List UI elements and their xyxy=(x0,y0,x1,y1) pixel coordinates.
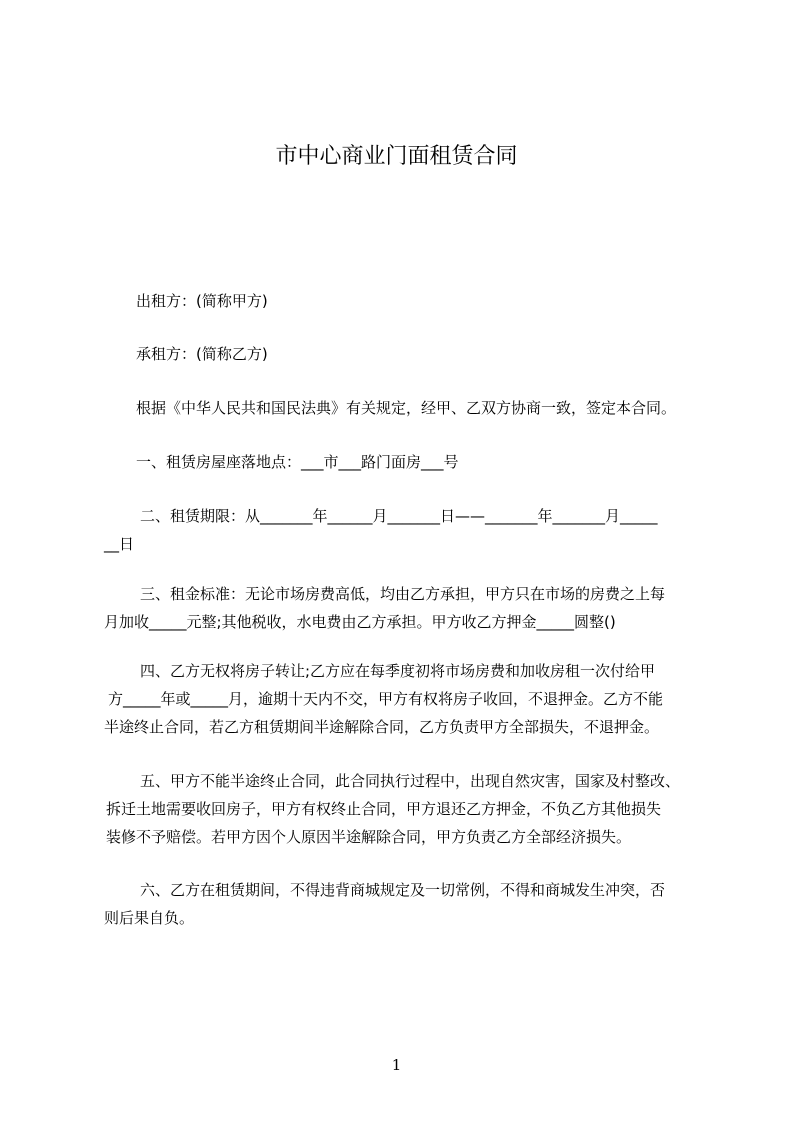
preamble xyxy=(136,394,736,422)
lessor-line xyxy=(136,287,736,315)
preamble-text: 根据《中华人民共和国民法典》有关规定，经甲、乙双方协商一致，签定本合同。 xyxy=(136,399,677,417)
clause-5-line-2: 拆迁土地需要收回房子，甲方有权终止合同，甲方退还乙方押金，不负乙方其他损失 xyxy=(106,800,662,818)
clause-2-line-2: __日 xyxy=(104,535,135,553)
page-number: 1 xyxy=(391,1056,402,1074)
clause-3-line-1: 三、租金标准：无论市场房费高低，均由乙方承担，甲方只在市场的房费之上每 xyxy=(140,585,666,603)
clause-3 xyxy=(104,580,704,636)
clause-6-line-2: 则后果自负。 xyxy=(104,909,195,927)
lessor-text: 出租方：(简称甲方) xyxy=(136,292,268,310)
clause-6 xyxy=(104,876,704,932)
clause-4-line-1: 四、乙方无权将房子转让;乙方应在每季度初将市场房费和加收房租一次付给甲 xyxy=(140,662,656,680)
lessee-line xyxy=(136,340,736,368)
clause-4-line-2: 方_____年或_____月，逾期十天内不交，甲方有权将房子收回，不退押金。乙方不能 xyxy=(108,690,664,708)
clause-2-line-1: 二、租赁期限：从_______年______月_______日——_______年_______月_____ xyxy=(140,507,658,525)
clause-1 xyxy=(136,448,736,476)
clause-1-text: 一、租赁房屋座落地点：___市___路门面房___号 xyxy=(136,453,459,471)
clause-4-line-3: 半途终止合同，若乙方租赁期间半途解除合同，乙方负责甲方全部损失，不退押金。 xyxy=(104,718,660,736)
clause-6-line-1: 六、乙方在租赁期间，不得违背商城规定及一切常例，不得和商城发生冲突，否 xyxy=(140,881,666,899)
clause-5 xyxy=(104,767,704,851)
clause-2 xyxy=(104,502,704,558)
clause-5-line-1: 五、甲方不能半途终止合同，此合同执行过程中，出现自然灾害，国家及村整改、 xyxy=(140,772,681,790)
clause-4 xyxy=(104,657,704,741)
document-title: 市中心商业门面租赁合同 xyxy=(275,144,518,169)
lessee-text: 承租方：(简称乙方) xyxy=(136,345,268,363)
clause-5-line-3: 装修不予赔偿。若甲方因个人原因半途解除合同，甲方负责乙方全部经济损失。 xyxy=(106,828,632,846)
clause-3-line-2: 月加收_____元整;其他税收，水电费由乙方承担。甲方收乙方押金_____圆整() xyxy=(104,613,616,631)
